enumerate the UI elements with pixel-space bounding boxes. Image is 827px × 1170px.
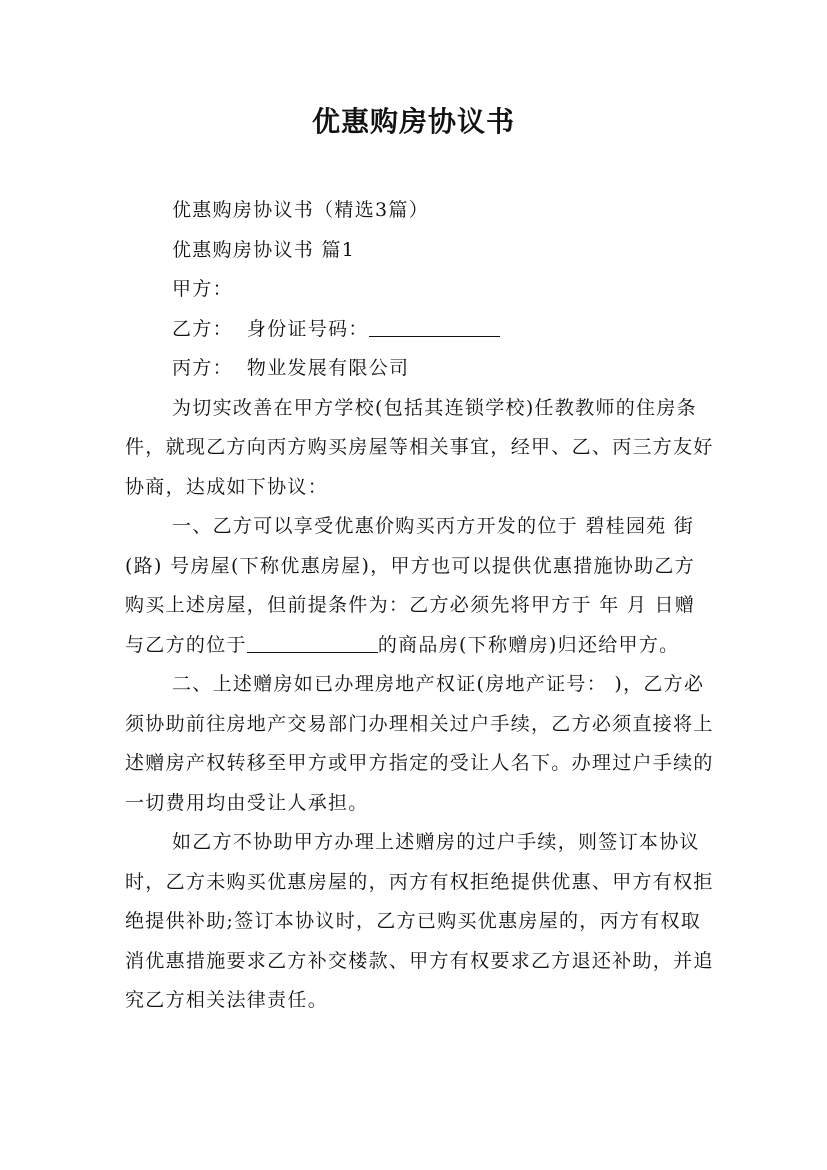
paragraph-clause-1 <box>125 507 715 665</box>
party-b-id-label: 身份证号码： <box>246 317 369 340</box>
paragraph-preamble: 为切实改善在甲方学校(包括其连锁学校)任教教师的住房条件，就现乙方向丙方购买房屋等相关事宜，经甲、乙、丙三方友好协商，达成如下协议： <box>125 396 714 498</box>
address-blank <box>247 632 378 653</box>
id-number-blank <box>369 316 500 337</box>
party-c-line <box>125 349 715 389</box>
party-b-label: 乙方： <box>172 317 233 340</box>
document-title: 优惠购房协议书 <box>311 105 515 138</box>
part-heading: 优惠购房协议书 篇1 <box>172 238 356 261</box>
document-body <box>125 191 715 1021</box>
party-c-label: 丙方： <box>172 357 233 379</box>
party-c-name: 物业发展有限公司 <box>246 357 410 379</box>
party-b-line <box>125 310 715 350</box>
party-a-line: 甲方： <box>172 278 233 300</box>
subtitle-line: 优惠购房协议书（精选3篇） <box>172 199 429 221</box>
clause-1-text-b: 的商品房(下称赠房)归还给甲方。 <box>377 633 680 656</box>
paragraph-clause-2: 二、上述赠房如已办理房地产权证(房地产证号： )，乙方必须协助前往房地产交易部门办理相关过户手续，乙方必须直接将上述赠房产权转移至甲方或甲方指定的受让人名下。办理过户手续的一切费用均由受让人承担。 <box>125 673 714 814</box>
clause-1-text-a: 一、乙方可以享受优惠价购买丙方开发的位于 碧桂园苑 街(路) 号房屋(下称优惠房屋)，甲方也可以提供优惠措施协助乙方购买上述房屋，但前提条件为：乙方必须先将甲方于 年 月 日赠与乙方的位于 <box>125 515 696 656</box>
paragraph-clause-2-continued: 如乙方不协助甲方办理上述赠房的过户手续，则签订本协议时，乙方未购买优惠房屋的，丙方有权拒绝提供优惠、甲方有权拒绝提供补助;签订本协议时，乙方已购买优惠房屋的，丙方有权取消优惠措施要求乙方补交楼款、甲方有权要求乙方退还补助，并追究乙方相关法律责任。 <box>125 831 714 1011</box>
